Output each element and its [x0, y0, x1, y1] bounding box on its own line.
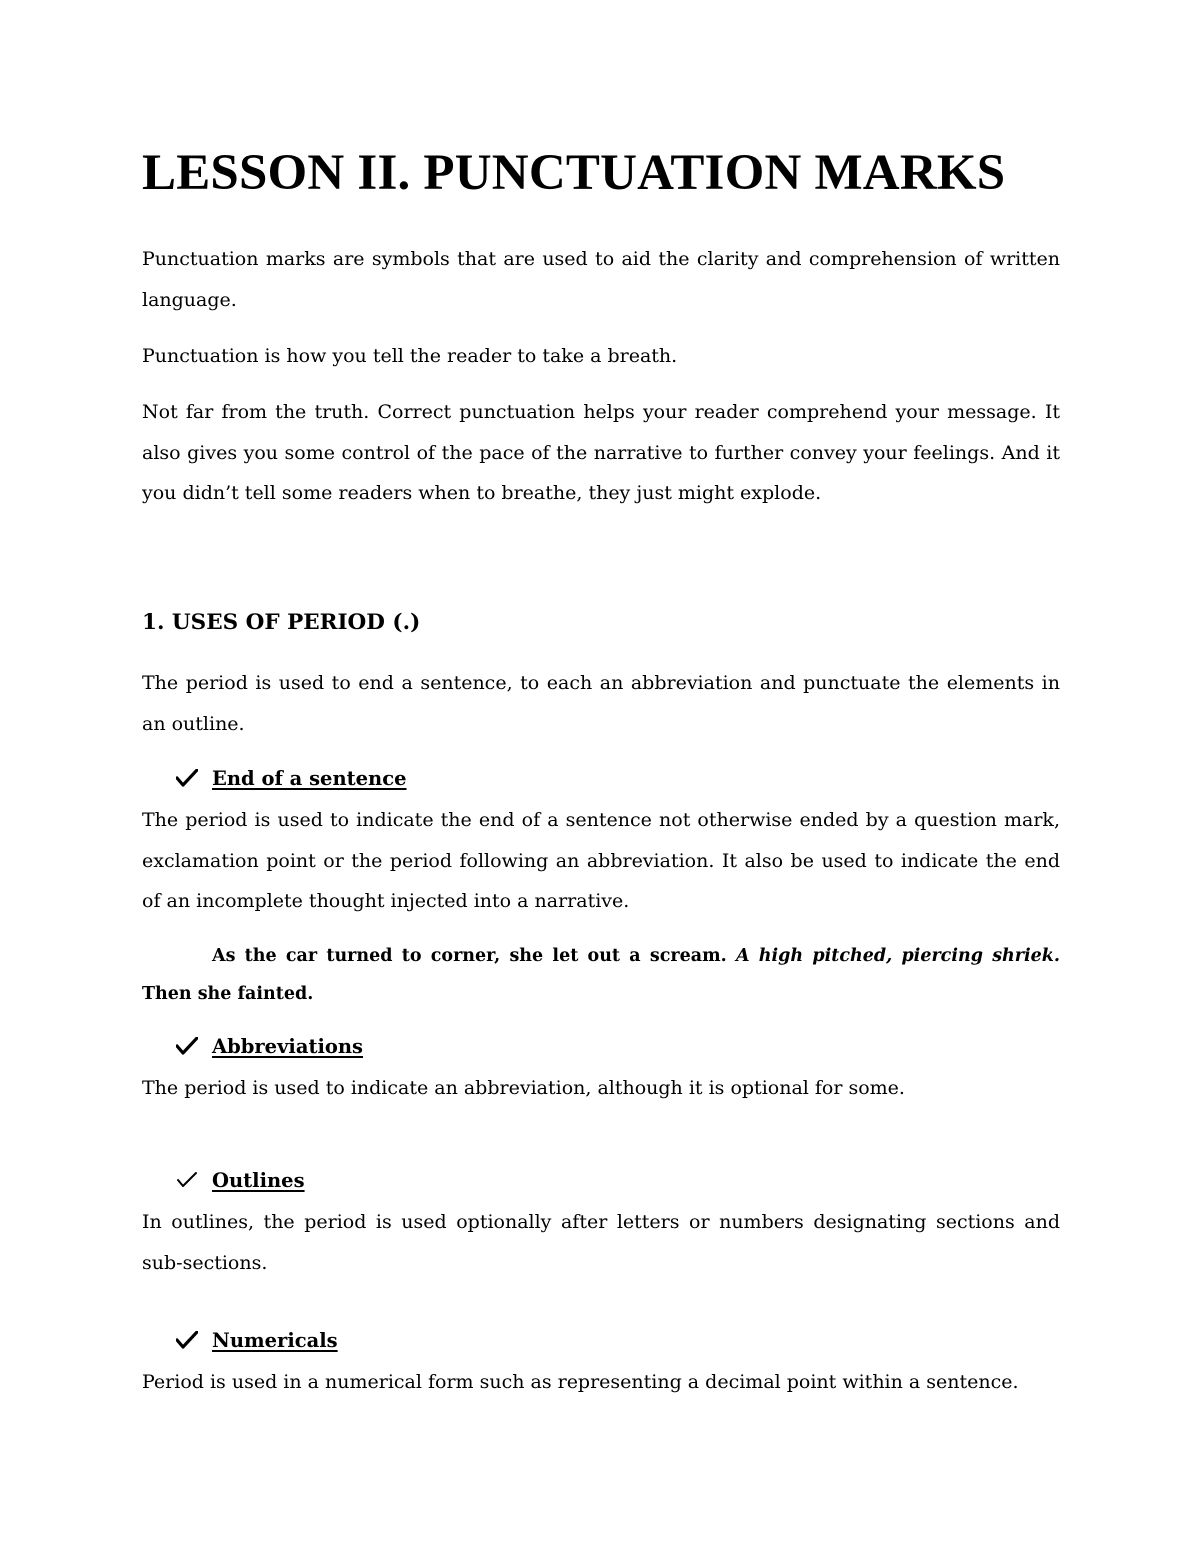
check-icon: [174, 1325, 212, 1355]
document-title: LESSON II. PUNCTUATION MARKS: [142, 145, 1006, 201]
example-sentence: [142, 937, 1060, 1013]
subheading-numericals: [174, 1325, 338, 1355]
section-description: The period is used to end a sentence, to each an abbreviation and punctuate the elements in an outline.: [142, 672, 1060, 735]
item-text-outlines: In outlines, the period is used optionally after letters or numbers designating sections and sub-sections.: [142, 1211, 1060, 1274]
intro-paragraph-2: Punctuation is how you tell the reader to take a breath.: [142, 345, 678, 367]
section-heading-period: 1. USES OF PERIOD (.): [142, 610, 421, 635]
subheading-outlines: [174, 1165, 305, 1195]
item-text-numericals: Period is used in a numerical form such as representing a decimal point within a sentence.: [142, 1371, 1019, 1393]
subheading-label: Numericals: [212, 1328, 338, 1352]
example-italic: A high pitched, piercing shriek.: [735, 946, 1060, 966]
item-text-end-of-sentence: The period is used to indicate the end of a sentence not otherwise ended by a question mark, exclamation point or the period following an abbreviation. It also be used to indicate the end of an incomplete thought injected into a narrative.: [142, 809, 1060, 912]
check-icon: [174, 1031, 212, 1061]
subheading-label: Abbreviations: [212, 1034, 364, 1058]
example-part-1: As the car turned to corner, she let out a scream.: [212, 946, 736, 966]
subheading-label: End of a sentence: [212, 766, 407, 790]
subheading-end-of-sentence: [174, 763, 407, 793]
subheading-label: Outlines: [212, 1168, 305, 1192]
check-icon: [174, 1165, 212, 1195]
intro-paragraph-3: Not far from the truth. Correct punctuation helps your reader comprehend your message. It also gives you some control of the pace of the narrative to further convey your feelings. And it you didn’t tell some readers when to breathe, they just might explode.: [142, 401, 1060, 504]
check-icon: [174, 763, 212, 793]
subheading-abbreviations: [174, 1031, 363, 1061]
item-text-abbreviations: The period is used to indicate an abbreviation, although it is optional for some.: [142, 1077, 905, 1099]
example-part-2: Then she fainted.: [142, 984, 314, 1004]
intro-paragraph-1: Punctuation marks are symbols that are used to aid the clarity and comprehension of written language.: [142, 248, 1060, 311]
